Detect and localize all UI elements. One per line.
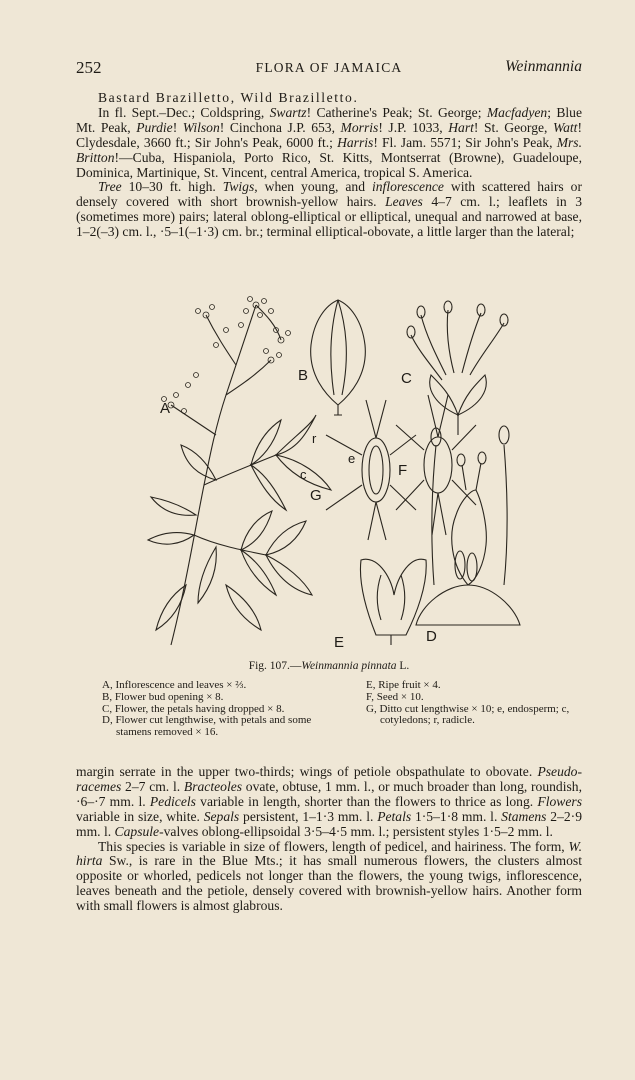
legend-item-f: F, Seed × 10. <box>366 690 424 703</box>
figure-label-b: B <box>298 367 309 384</box>
figure-label-a: A <box>160 400 171 417</box>
legend-item-c: C, Flower, the petals having dropped × 8. <box>102 702 285 715</box>
botanical-figure <box>76 285 582 655</box>
running-title: FLORA OF JAMAICA <box>255 60 403 75</box>
flower-stamens-drawing <box>407 301 508 435</box>
flower-section-drawing <box>416 426 520 625</box>
figure-caption: Fig. 107.—Weinmannia pinnata L. <box>248 660 410 672</box>
description-start: Tree 10–30 ft. high. Twigs, when young, and inflorescence with scattered hairs or densely covered with short brownish-yellow hairs. Leaves 4–7 cm. l.; leaflets in 3 (sometimes more) pairs; lateral oblong-elliptical or elliptical, unequal and narrowed at base, 1–2(–3) cm. l., ·5–1(–1·3) cm. br.; terminal elliptical-obovate, a little larger than the lateral; <box>76 179 582 240</box>
legend-item-g: G, Ditto cut lengthwise × 10; e, endosperm; c, cotyledons; r, radicle. <box>366 702 570 727</box>
specimen-citations: In fl. Sept.–Dec.; Coldspring, Swartz! Catherine's Peak; St. George; Macfadyen; Blue Mt. Peak, Purdie! Wilson! Cinchona J.P. 653, Morris! J.P. 1033, Hart! St. George, Watt! Clydesdale, 3660 ft.; Sir John's Peak, 6000 ft.; Harris! Fl. Jam. 5571; Sir John's Peak, Mrs. Britton!—Cuba, Hispaniola, Porto Rico, St. Kitts, Montserrat (Browne), Guadeloupe, Dominica, Martinique, St. Vincent, central America, tropical S. America. <box>76 104 582 180</box>
description-continued: margin serrate in the upper two-thirds; wings of petiole obspathulate to obovate. Pseudo-racemes 2–7 cm. l. Bracteoles ovate, obtuse, 1 mm. l., or much broader than long, roundish, ·6–·7 mm. l. Pedicels variable in length, shorter than the flowers to thrice as long. Flowers variable in size, white. Sepals persistent, 1–1·3 mm. l. Petals 1·5–1·8 mm. l. Stamens 2–2·9 mm. l. Capsule-valves oblong-ellipsoidal 3·5–4·5 mm. l.; persistent styles 1·5–2 mm. l. <box>76 764 582 839</box>
legend-item-d: D, Flower cut lengthwise, with petals and some stamens removed × 16. <box>102 714 312 739</box>
running-header <box>76 58 582 78</box>
legend-item-b: B, Flower bud opening × 8. <box>102 690 224 703</box>
figure-label-e-small: e <box>348 451 356 466</box>
legend-column-2 <box>366 680 586 727</box>
page-number: 252 <box>76 58 102 77</box>
legend-item-e: E, Ripe fruit × 4. <box>366 679 441 691</box>
flower-bud-drawing <box>311 300 366 415</box>
figure-label-d: D <box>426 628 437 645</box>
figure-label-c-small: c <box>300 467 307 482</box>
plant-illustration <box>76 285 582 655</box>
common-names: Bastard Brazilletto, Wild Brazilletto. <box>98 90 359 105</box>
variability-note: This species is variable in size of flowers, length of pedicel, and hairiness. The form, W. hirta Sw., is rare in the Blue Mts.; it has small numerous flowers, the clusters almost opposite or whorled, pedicels not longer than the flowers, the young twigs, inflorescence, leaves beneath and the petiole, densely covered with brownish-yellow hairs. Another form with small flowers is almost glabrous. <box>76 838 582 914</box>
legend-column-1 <box>102 680 342 739</box>
figure-label-g: G <box>310 487 322 504</box>
figure-label-r: r <box>312 431 317 446</box>
legend-item-a: A, Inflorescence and leaves × ⅔. <box>102 679 247 691</box>
text-block-top <box>76 91 582 240</box>
ripe-fruit-drawing <box>360 559 426 645</box>
text-block-bottom <box>76 765 582 914</box>
figure-label-f: F <box>398 462 408 479</box>
figure-label-c: C <box>401 370 412 387</box>
figure-label-e: E <box>334 634 345 651</box>
running-genus: Weinmannia <box>505 58 582 75</box>
